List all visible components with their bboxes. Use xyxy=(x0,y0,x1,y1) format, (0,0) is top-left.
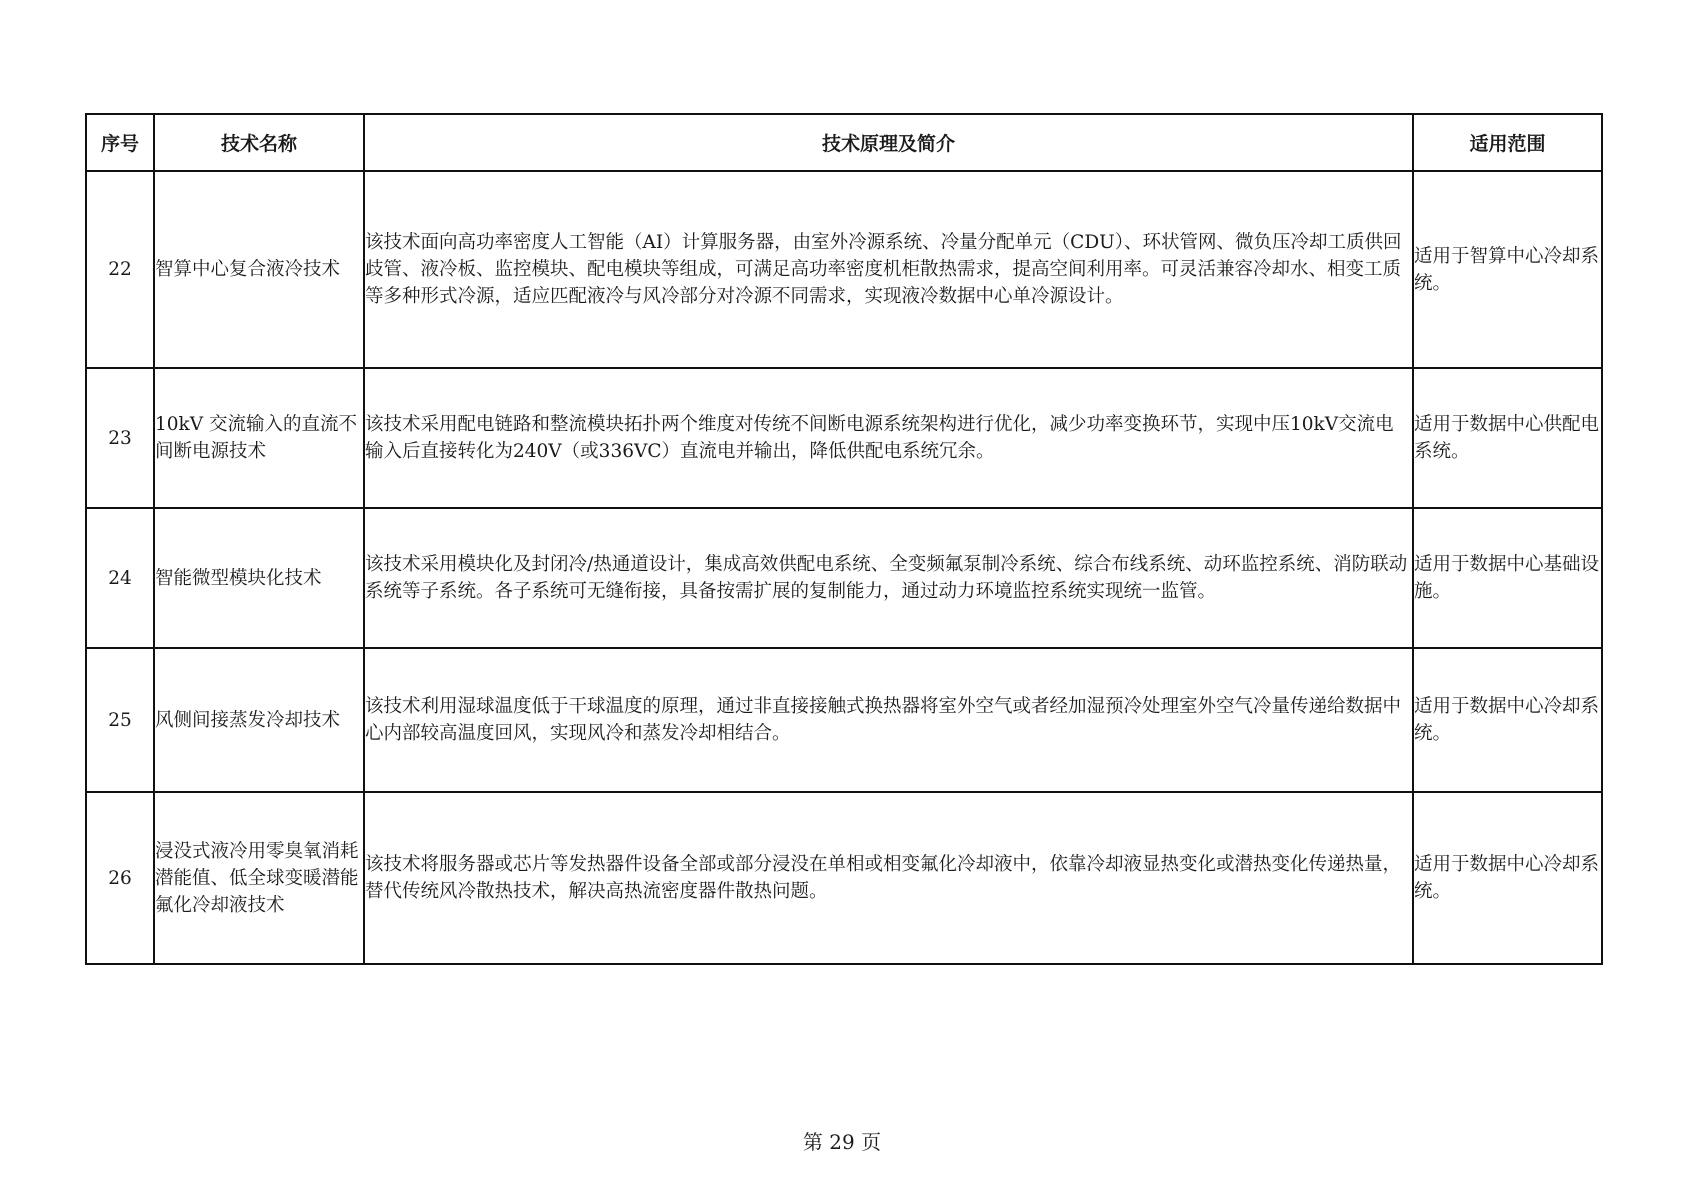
row-number: 22 xyxy=(86,171,154,368)
application-scope: 适用于数据中心供配电系统。 xyxy=(1413,368,1602,508)
header-desc: 技术原理及简介 xyxy=(364,114,1413,171)
table-row xyxy=(86,368,1602,508)
technology-description: 该技术采用配电链路和整流模块拓扑两个维度对传统不间断电源系统架构进行优化，减少功率变换环节，实现中压10kV交流电输入后直接转化为240V（或336VC）直流电并输出，降低供配电系统冗余。 xyxy=(364,368,1413,508)
row-number: 24 xyxy=(86,508,154,648)
table-row xyxy=(86,792,1602,964)
header-no: 序号 xyxy=(86,114,154,171)
application-scope: 适用于数据中心冷却系统。 xyxy=(1413,792,1602,964)
header-scope: 适用范围 xyxy=(1413,114,1602,171)
technology-table xyxy=(85,113,1603,965)
table-row xyxy=(86,648,1602,792)
row-number: 25 xyxy=(86,648,154,792)
table-header-row xyxy=(86,114,1602,171)
technology-description: 该技术采用模块化及封闭冷/热通道设计，集成高效供配电系统、全变频氟泵制冷系统、综合布线系统、动环监控系统、消防联动系统等子系统。各子系统可无缝衔接，具备按需扩展的复制能力，通过动力环境监控系统实现统一监管。 xyxy=(364,508,1413,648)
application-scope: 适用于数据中心冷却系统。 xyxy=(1413,648,1602,792)
technology-name: 智算中心复合液冷技术 xyxy=(154,171,364,368)
header-name: 技术名称 xyxy=(154,114,364,171)
row-number: 23 xyxy=(86,368,154,508)
row-number: 26 xyxy=(86,792,154,964)
technology-name: 风侧间接蒸发冷却技术 xyxy=(154,648,364,792)
technology-name: 10kV 交流输入的直流不间断电源技术 xyxy=(154,368,364,508)
application-scope: 适用于数据中心基础设施。 xyxy=(1413,508,1602,648)
table-row xyxy=(86,171,1602,368)
table-row xyxy=(86,508,1602,648)
technology-description: 该技术面向高功率密度人工智能（AI）计算服务器，由室外冷源系统、冷量分配单元（CDU）、环状管网、微负压冷却工质供回歧管、液冷板、监控模块、配电模块等组成，可满足高功率密度机柜散热需求，提高空间利用率。可灵活兼容冷却水、相变工质等多种形式冷源，适应匹配液冷与风冷部分对冷源不同需求，实现液冷数据中心单冷源设计。 xyxy=(364,171,1413,368)
technology-name: 浸没式液冷用零臭氧消耗潜能值、低全球变暖潜能氟化冷却液技术 xyxy=(154,792,364,964)
application-scope: 适用于智算中心冷却系统。 xyxy=(1413,171,1602,368)
technology-description: 该技术利用湿球温度低于干球温度的原理，通过非直接接触式换热器将室外空气或者经加湿预冷处理室外空气冷量传递给数据中心内部较高温度回风，实现风冷和蒸发冷却相结合。 xyxy=(364,648,1413,792)
page-number: 第 29 页 xyxy=(802,1130,882,1154)
technology-description: 该技术将服务器或芯片等发热器件设备全部或部分浸没在单相或相变氟化冷却液中，依靠冷却液显热变化或潜热变化传递热量，替代传统风冷散热技术，解决高热流密度器件散热问题。 xyxy=(364,792,1413,964)
technology-name: 智能微型模块化技术 xyxy=(154,508,364,648)
